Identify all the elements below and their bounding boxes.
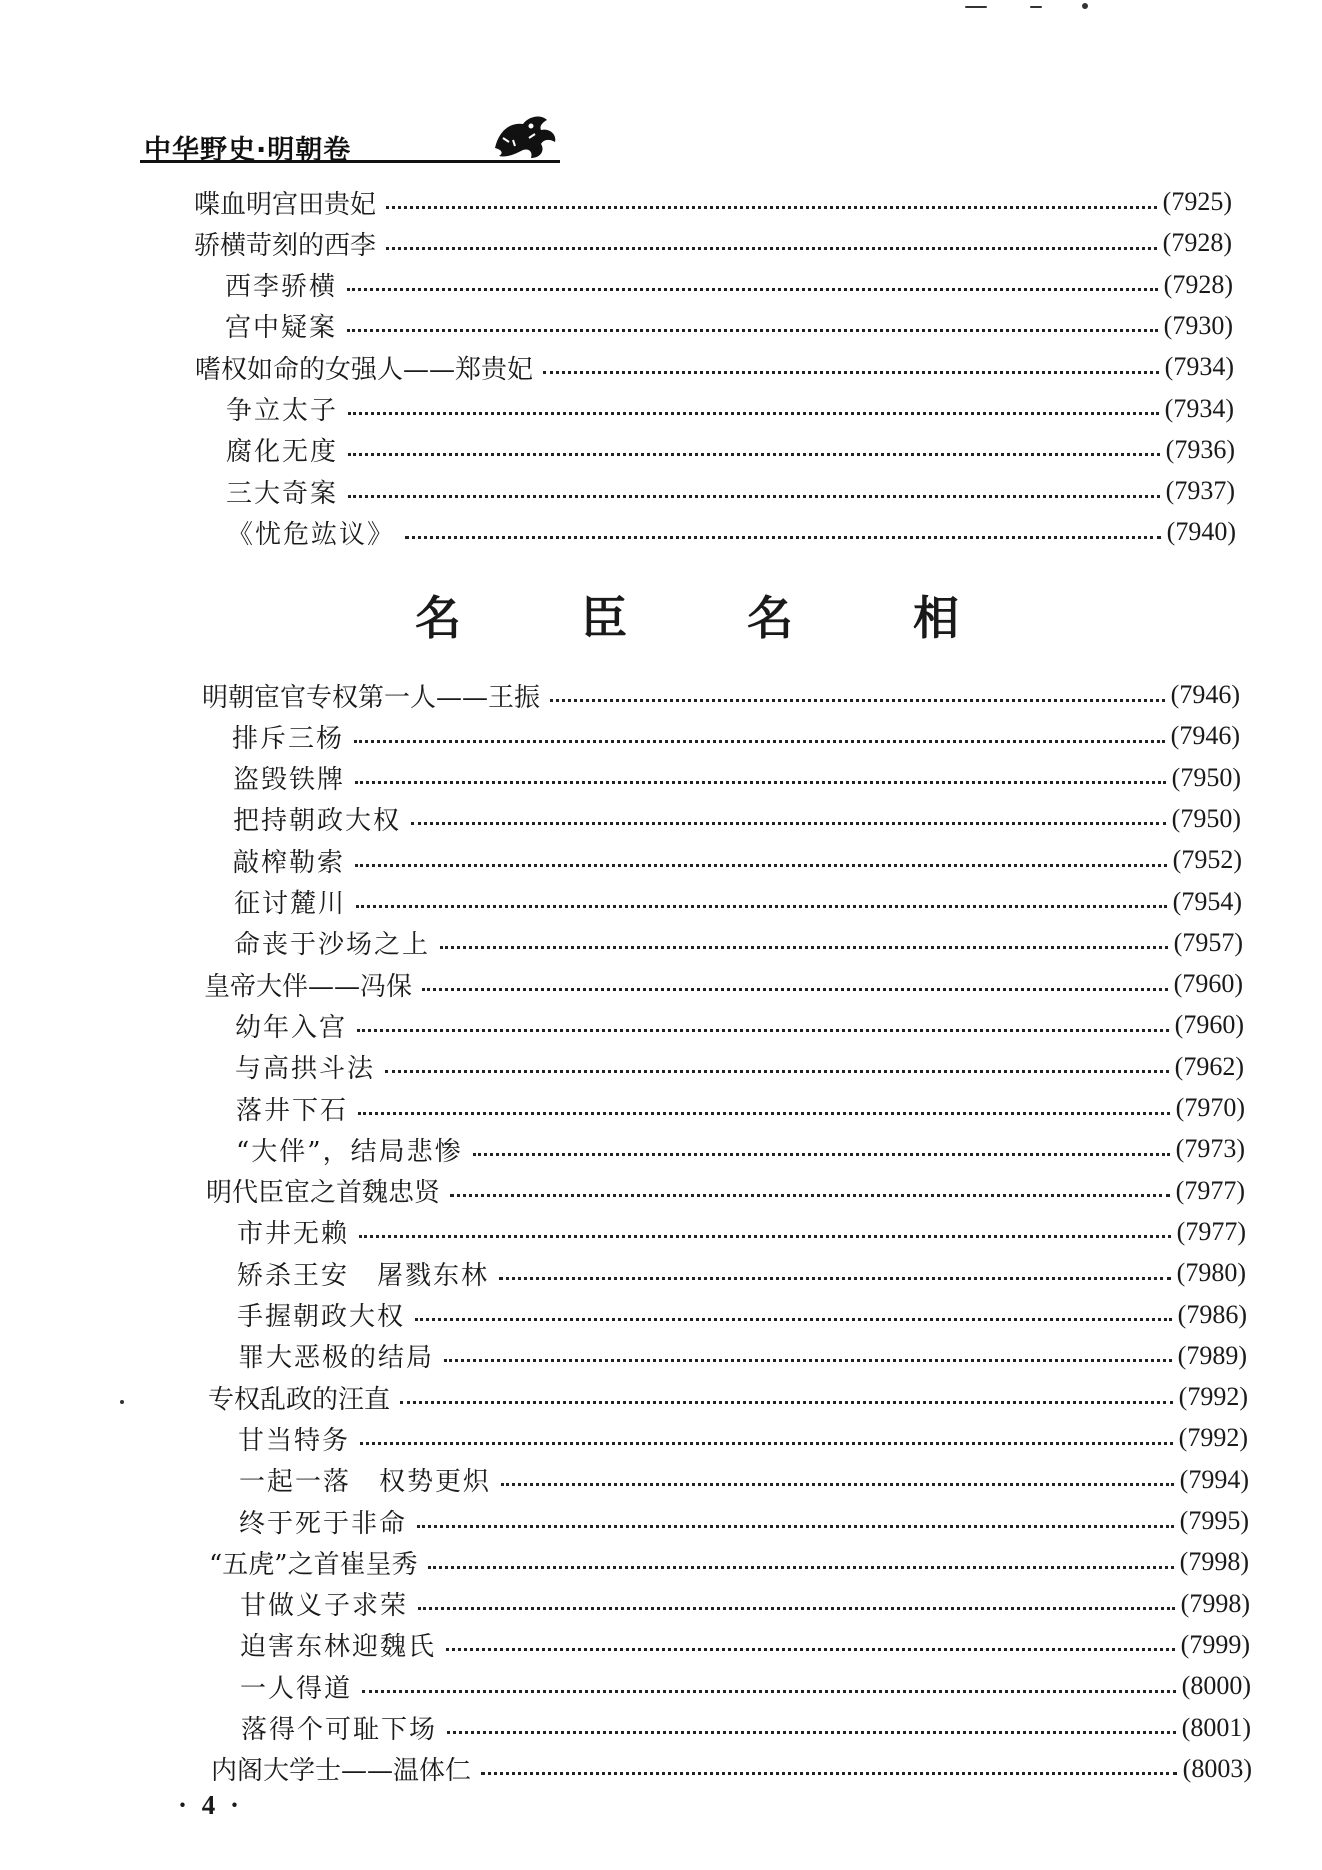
dot-leader bbox=[499, 1277, 1171, 1280]
toc-entry-title: 终于死于非命 bbox=[239, 1508, 408, 1539]
toc-entry-title: 一起一落 权势更炽 bbox=[239, 1467, 492, 1498]
toc-entry-page: (7960) bbox=[1174, 1010, 1244, 1040]
toc-entry-title: 与高拱斗法 bbox=[235, 1054, 376, 1085]
toc-entry-title: 幼年入宫 bbox=[235, 1012, 348, 1043]
toc-entry-title: 征讨麓川 bbox=[234, 889, 347, 919]
toc-entry-title: 明代臣宦之首魏忠贤 bbox=[206, 1178, 441, 1209]
dot-leader bbox=[473, 1153, 1170, 1156]
dot-leader bbox=[356, 905, 1167, 908]
scan-mark bbox=[1082, 3, 1088, 9]
toc-entry-page: (7936) bbox=[1165, 434, 1235, 464]
toc-subentry bbox=[237, 1253, 1246, 1293]
toc-entry-title: 落得个可耻下场 bbox=[241, 1715, 438, 1745]
toc-entry-page: (7998) bbox=[1179, 1547, 1249, 1577]
toc-entry-page: (7992) bbox=[1178, 1423, 1248, 1453]
scan-mark bbox=[1030, 6, 1042, 8]
toc-chapter-entry bbox=[206, 1171, 1245, 1211]
toc-entry-page: (7962) bbox=[1174, 1051, 1244, 1081]
toc-entry-page: (7998) bbox=[1180, 1588, 1250, 1618]
toc-chapter-entry bbox=[208, 1377, 1248, 1417]
dot-leader bbox=[422, 988, 1168, 991]
toc-subentry bbox=[236, 1088, 1245, 1128]
toc-entry-page: (7954) bbox=[1172, 886, 1242, 916]
toc-entry-title: 三大奇案 bbox=[226, 478, 339, 509]
toc-chapter-entry bbox=[211, 1749, 1252, 1789]
toc-entry-title: 《忧危竑议》 bbox=[227, 519, 396, 550]
toc-entry-page: (7999) bbox=[1180, 1629, 1250, 1659]
toc-entry-page: (7994) bbox=[1179, 1464, 1249, 1494]
dot-leader bbox=[348, 495, 1160, 498]
dot-leader bbox=[355, 781, 1166, 784]
toc-subentry bbox=[234, 882, 1242, 922]
toc-entry-title: 争立太子 bbox=[226, 396, 339, 426]
toc-entry-title: 腐化无度 bbox=[226, 437, 339, 468]
toc-entry-title: 敲榨勒索 bbox=[233, 847, 346, 878]
toc-entry-page: (7960) bbox=[1173, 969, 1243, 999]
toc-entry-page: (7925) bbox=[1162, 187, 1232, 216]
toc-subentry bbox=[233, 799, 1241, 839]
toc-entry-title: 矫杀王安 屠戮东林 bbox=[237, 1260, 490, 1291]
toc-entry-page: (7986) bbox=[1177, 1299, 1247, 1329]
toc-entry-title: 喋血明宫田贵妃 bbox=[194, 189, 377, 220]
toc-entry-page: (7930) bbox=[1163, 310, 1233, 340]
toc-entry-title: 命丧于沙场之上 bbox=[234, 930, 431, 961]
toc-subentry bbox=[241, 1708, 1251, 1748]
running-header bbox=[140, 108, 570, 166]
toc-entry-page: (7970) bbox=[1175, 1093, 1245, 1122]
toc-entry-page: (8003) bbox=[1182, 1753, 1252, 1783]
toc-entry-page: (7977) bbox=[1176, 1216, 1246, 1246]
toc-entry-page: (7940) bbox=[1166, 517, 1236, 547]
dot-leader bbox=[386, 247, 1157, 250]
dot-leader bbox=[386, 206, 1157, 209]
toc-entry-title: 西李骄横 bbox=[225, 272, 338, 303]
toc-subentry bbox=[226, 389, 1234, 429]
toc-entry-title: 甘当特务 bbox=[238, 1425, 351, 1456]
toc-entry-title: 罪大恶极的结局 bbox=[238, 1343, 435, 1374]
toc-subentry bbox=[227, 512, 1236, 552]
dot-leader bbox=[417, 1525, 1174, 1528]
toc-entry-title: “五虎”之首崔呈秀 bbox=[209, 1549, 418, 1580]
toc-chapter-entry bbox=[194, 223, 1232, 263]
toc-entry-page: (7934) bbox=[1164, 393, 1234, 423]
dot-leader bbox=[354, 740, 1165, 743]
toc-subentry bbox=[237, 1295, 1247, 1335]
dot-leader bbox=[446, 1648, 1175, 1651]
dot-leader bbox=[358, 1112, 1170, 1115]
toc-chapter-entry bbox=[194, 182, 1232, 222]
dot-leader bbox=[359, 1235, 1171, 1238]
toc-entry-title: 甘做义子求荣 bbox=[240, 1591, 409, 1622]
dot-leader bbox=[411, 822, 1166, 825]
toc-entry-page: (7937) bbox=[1165, 476, 1235, 506]
toc-subentry bbox=[238, 1418, 1248, 1458]
toc-subentry bbox=[234, 923, 1243, 963]
toc-subentry bbox=[226, 471, 1235, 511]
toc-chapter-entry bbox=[202, 675, 1240, 715]
page-number: · 4 · bbox=[178, 1790, 244, 1820]
toc-entry-title: 内阁大学士——温体仁 bbox=[211, 1756, 472, 1787]
toc-entry-title: 专权乱政的汪直 bbox=[208, 1384, 391, 1415]
toc-subentry bbox=[239, 1460, 1249, 1500]
toc-subentry bbox=[238, 1336, 1247, 1376]
section-title: 名 臣 名 相 bbox=[414, 591, 1012, 645]
dot-leader bbox=[444, 1359, 1172, 1362]
toc-subentry bbox=[233, 758, 1241, 798]
dot-leader bbox=[362, 1690, 1176, 1693]
toc-subentry bbox=[236, 1129, 1245, 1169]
dot-leader bbox=[418, 1607, 1175, 1610]
dot-leader bbox=[400, 1401, 1173, 1404]
toc-entry-page: (7946) bbox=[1170, 721, 1240, 751]
toc-chapter-entry bbox=[204, 964, 1243, 1004]
dot-leader bbox=[355, 864, 1167, 867]
toc-entry-title: 把持朝政大权 bbox=[233, 806, 402, 837]
toc-entry-page: (7995) bbox=[1179, 1506, 1249, 1535]
dot-leader bbox=[405, 536, 1161, 539]
toc-entry-page: (7977) bbox=[1175, 1175, 1245, 1205]
toc-entry-page: (7950) bbox=[1171, 762, 1241, 792]
toc-subentry bbox=[225, 306, 1233, 346]
toc-entry-title: 皇帝大伴——冯保 bbox=[204, 971, 413, 1002]
dot-leader bbox=[450, 1194, 1170, 1197]
toc-entry-page: (7989) bbox=[1177, 1340, 1247, 1370]
toc-entry-title: 嗜权如命的女强人——郑贵妃 bbox=[195, 354, 534, 385]
toc-chapter-entry bbox=[195, 347, 1234, 387]
dot-leader bbox=[348, 453, 1160, 456]
toc-subentry bbox=[235, 1047, 1244, 1087]
toc-subentry bbox=[240, 1625, 1250, 1665]
toc-entry-title: “大伴”，结局悲惨 bbox=[236, 1136, 463, 1167]
toc-subentry bbox=[237, 1212, 1246, 1252]
dot-leader bbox=[357, 1029, 1169, 1032]
toc-entry-page: (7928) bbox=[1163, 269, 1233, 299]
dot-leader bbox=[415, 1318, 1172, 1321]
toc-subentry bbox=[240, 1666, 1251, 1706]
dot-leader bbox=[348, 412, 1159, 415]
toc-subentry bbox=[235, 1005, 1244, 1045]
toc-subentry bbox=[239, 1501, 1249, 1541]
dot-leader bbox=[347, 329, 1158, 332]
dot-leader bbox=[481, 1772, 1177, 1775]
toc-entry-page: (7952) bbox=[1172, 845, 1242, 875]
toc-entry-title: 骄横苛刻的西李 bbox=[194, 230, 377, 261]
toc-entry-title: 市井无赖 bbox=[237, 1219, 350, 1250]
dragon-logo-icon bbox=[485, 108, 565, 164]
toc-entry-title: 一人得道 bbox=[240, 1673, 353, 1704]
toc-entry-title: 盗毁铁牌 bbox=[233, 765, 346, 796]
toc-entry-title: 宫中疑案 bbox=[225, 313, 338, 344]
book-title: 中华野史·明朝卷 bbox=[144, 135, 352, 166]
toc-subentry bbox=[232, 716, 1240, 756]
dot-leader bbox=[347, 288, 1158, 291]
dot-leader bbox=[543, 371, 1159, 374]
toc-entry-page: (7934) bbox=[1164, 352, 1234, 382]
toc-entry-title: 落井下石 bbox=[236, 1095, 349, 1126]
toc-entry-page: (7992) bbox=[1178, 1382, 1248, 1412]
toc-subentry bbox=[233, 840, 1242, 880]
dot-leader bbox=[440, 946, 1168, 949]
toc-entry-title: 迫害东林迎魏氏 bbox=[240, 1632, 437, 1663]
toc-entry-page: (7946) bbox=[1170, 680, 1240, 709]
toc-entry-page: (7957) bbox=[1173, 927, 1243, 957]
scan-mark bbox=[120, 1400, 124, 1404]
toc-subentry bbox=[225, 265, 1233, 305]
toc-subentry bbox=[226, 430, 1235, 470]
toc-entry-page: (7980) bbox=[1176, 1258, 1246, 1288]
toc-entry-page: (8000) bbox=[1181, 1671, 1251, 1701]
toc-entry-page: (7973) bbox=[1175, 1134, 1245, 1164]
scan-mark bbox=[965, 6, 987, 8]
dot-leader bbox=[550, 699, 1165, 702]
toc-entry-page: (7928) bbox=[1162, 228, 1232, 258]
dot-leader bbox=[428, 1566, 1174, 1569]
dot-leader bbox=[385, 1070, 1169, 1073]
dot-leader bbox=[447, 1731, 1176, 1734]
toc-subentry bbox=[240, 1584, 1250, 1624]
toc-entry-page: (7950) bbox=[1171, 803, 1241, 833]
toc-entry-title: 明朝宦官专权第一人——王振 bbox=[202, 682, 541, 713]
dot-leader bbox=[501, 1483, 1174, 1486]
header-rule bbox=[140, 160, 560, 163]
toc-chapter-entry bbox=[209, 1542, 1249, 1582]
toc-entry-title: 手握朝政大权 bbox=[237, 1302, 406, 1332]
toc-entry-page: (8001) bbox=[1181, 1712, 1251, 1742]
toc-entry-title: 排斥三杨 bbox=[232, 723, 345, 754]
dot-leader bbox=[360, 1442, 1173, 1445]
